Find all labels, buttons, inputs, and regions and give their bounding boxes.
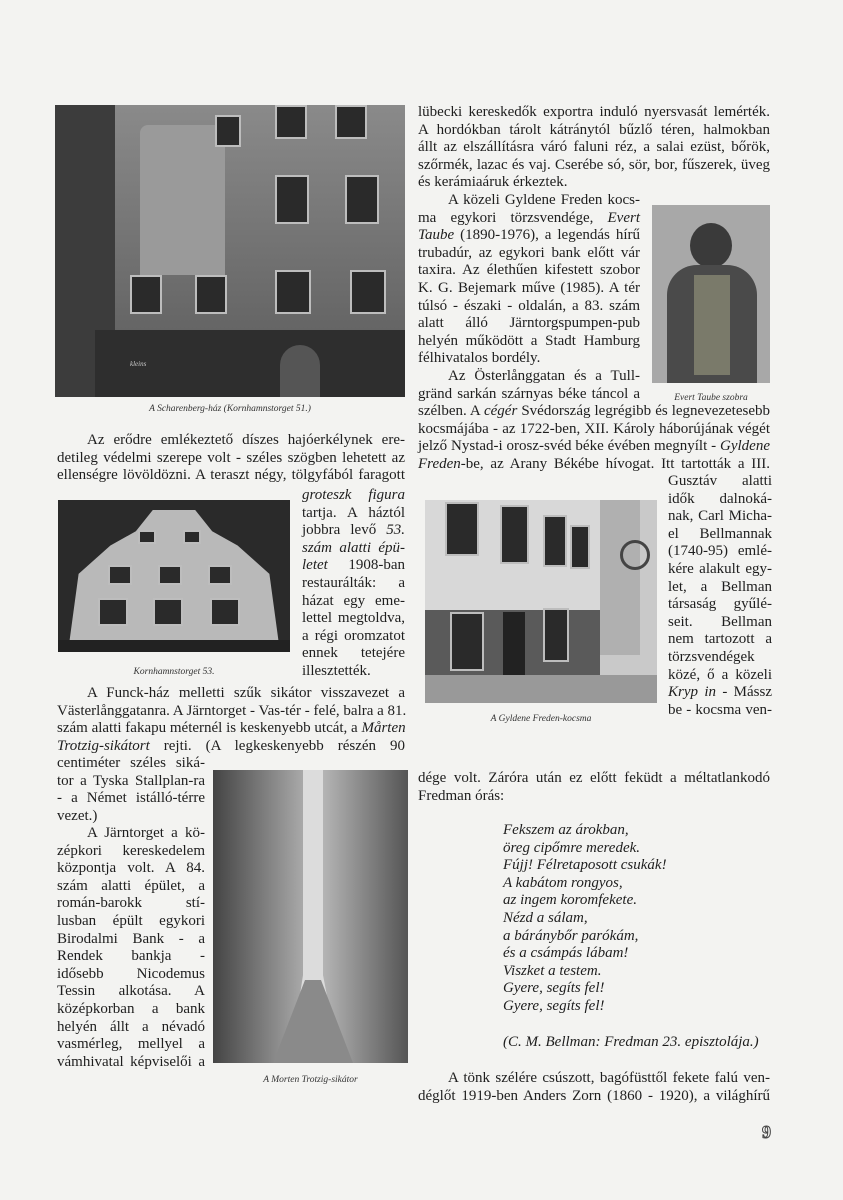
poem-line: Gyere, segíts fel! bbox=[503, 997, 605, 1014]
poem-line: Nézd a sálam, bbox=[503, 909, 588, 926]
paragraph-funck-haz bbox=[57, 685, 405, 755]
text-line: középkorban a bank bbox=[57, 1000, 205, 1017]
poem bbox=[503, 822, 667, 1016]
text-line: Fredman órás: bbox=[418, 787, 505, 804]
text-line: román-barokk stí- bbox=[57, 895, 205, 912]
text-line: szám alatti épület, a bbox=[57, 877, 205, 894]
text-line: szőrmék, lazac és vaj. Cserébe só, sör, bor, fűszerek, üveg bbox=[418, 156, 770, 173]
text-line: lusban épült egykori bbox=[57, 912, 205, 929]
text-line: déglőt 1919-ben Anders Zorn (1860 - 1920), a világhírű bbox=[418, 1087, 770, 1104]
text-line: vasmérleg, mellyel a bbox=[57, 1036, 205, 1053]
text-line: taxira. Az élethűen kifestett szobor bbox=[418, 262, 640, 279]
poem-attribution: (C. M. Bellman: Fredman 23. episztolája.) bbox=[503, 1034, 759, 1050]
caption-photo4: Evert Taube szobra bbox=[674, 393, 748, 403]
text-line: vámhivatal képviselői a bbox=[57, 1053, 205, 1070]
text-line: nem tartozott a bbox=[668, 631, 772, 648]
text-line: seit. Bellman bbox=[668, 613, 772, 630]
text-line: közé, ő a közeli bbox=[668, 666, 772, 683]
text-line: Birodalmi Bank - a bbox=[57, 930, 205, 947]
text-line: idősebb Nicodemus bbox=[57, 965, 205, 982]
photo-scharenberg-house bbox=[55, 105, 405, 397]
paragraph-jarntorget bbox=[57, 825, 205, 1071]
text-line: - a Német istálló-térre bbox=[57, 790, 205, 807]
text-line: dége volt. Záróra után ez előtt feküdt a méltatlankodó bbox=[418, 770, 770, 786]
photo-kornhamnstorget-53 bbox=[58, 500, 290, 652]
text-line: állt az elszállításra váró faluni réz, a salai ezüst, bőrök, bbox=[418, 139, 770, 156]
text-line: lettel megtoldva, bbox=[302, 610, 405, 627]
poem-line: a báránybőr parókám, bbox=[503, 927, 639, 944]
text-line: tartja. A háztól bbox=[302, 504, 405, 521]
page-number: 9 bbox=[762, 1122, 771, 1142]
text-line: illesztették. bbox=[302, 662, 371, 679]
text-line: A tönk szélére csúszott, bagófüsttől fekete falú ven- bbox=[448, 1070, 770, 1086]
paragraph-fredman bbox=[418, 770, 770, 805]
text-line: letet 1908-ban bbox=[302, 557, 405, 574]
text-line: Az Österlånggatan és a Tull- bbox=[448, 368, 640, 384]
text-line: A közeli Gyldene Freden kocs- bbox=[448, 192, 640, 208]
text-line: Tessin alkotása. A bbox=[57, 983, 205, 1000]
text-line: lübecki kereskedők exportra induló nyersvasát lemérték. bbox=[418, 104, 770, 120]
text-line: ellenségre lövöldözni. A teraszt négy, tölgyfából faragott bbox=[57, 467, 405, 484]
poem-line: az ingem koromfekete. bbox=[503, 892, 637, 909]
paragraph-funck-haz-wrap bbox=[57, 755, 205, 825]
poem-line: Viszket a testem. bbox=[503, 962, 602, 979]
caption-photo2: Kornhamnstorget 53. bbox=[133, 667, 215, 677]
text-line: Gusztáv alatti bbox=[668, 473, 772, 489]
text-line: helyén állt a névadó bbox=[57, 1018, 205, 1035]
paragraph-bellman-wrap bbox=[668, 473, 772, 719]
text-line: szám alatti épü- bbox=[302, 539, 405, 556]
text-line: trubadúr, az egykori bank előtt vár bbox=[418, 244, 640, 261]
poem-line: Fújj! Félretaposott csukák! bbox=[503, 857, 667, 874]
text-line: Kryp in - Mássz bbox=[668, 684, 773, 701]
poem-line: Gyere, segíts fel! bbox=[503, 980, 605, 997]
poem-line: A kabátom rongyos, bbox=[503, 874, 623, 891]
text-line: groteszk figura bbox=[302, 487, 405, 503]
text-line: Taube (1890-1976), a legendás hírű bbox=[418, 227, 640, 244]
text-line: helyén működött a Stadt Hamburg bbox=[418, 332, 640, 349]
caption-photo1: A Scharenberg-ház (Kornhamnstorget 51.) bbox=[149, 404, 311, 414]
paragraph-hajoerkely-wrap bbox=[302, 487, 405, 681]
text-line: Trotzig-sikátort rejti. (A legkeskenyebb részén 90 bbox=[57, 737, 405, 754]
text-line: Rendek bankja - bbox=[57, 948, 205, 965]
shop-sign: kleins bbox=[130, 360, 147, 368]
photo-trotzig-alley bbox=[213, 770, 408, 1063]
text-line: kére alakult egy- bbox=[668, 560, 772, 577]
text-line: szélben. A cégér Svédország legrégibb és legnevezetesebb bbox=[418, 403, 770, 419]
text-line: vezet.) bbox=[57, 807, 98, 824]
text-line: társaság gyűlé- bbox=[668, 596, 772, 613]
text-line: túlsó - északi - oldalán, a 83. szám bbox=[418, 297, 640, 314]
text-line: tor a Tyska Stallplan-ra bbox=[57, 772, 205, 789]
text-line: szám alatti fakapu méternél is keskenyebb utcát, a Mårten bbox=[57, 720, 406, 737]
text-line: félhivatalos bordély. bbox=[418, 350, 541, 367]
text-line: törzsvendégek bbox=[668, 648, 755, 665]
text-line: Az erődre emlékeztető díszes hajóerkélynek ere- bbox=[87, 432, 405, 448]
paragraph-gyldene-freden bbox=[418, 192, 640, 368]
paragraph-tonk bbox=[418, 1070, 770, 1105]
text-line: zépkori kereskedelem bbox=[57, 842, 205, 859]
text-line: K. G. Bejemark műve (1985). A tér bbox=[418, 279, 640, 296]
text-line: restaurálták: a bbox=[302, 574, 405, 591]
text-line: jobbra levő 53. bbox=[302, 522, 405, 539]
paragraph-lubecki bbox=[418, 104, 770, 192]
caption-photo5: A Gyldene Freden-kocsma bbox=[490, 714, 592, 724]
text-line: be - kocsma ven- bbox=[668, 701, 772, 718]
text-line: idők dalnoká- bbox=[668, 490, 772, 507]
text-line: nak, Carl Micha- bbox=[668, 508, 772, 525]
text-line: let, a Bellman bbox=[668, 578, 772, 595]
text-line: kocsmájába - az 1722-ben, XII. Károly háborújának végét bbox=[418, 420, 770, 437]
text-line: (1740-95) emlé- bbox=[668, 543, 772, 560]
text-line: ennek tetejére bbox=[302, 645, 405, 662]
paragraph-osterlanggatan-cont bbox=[418, 403, 770, 473]
poem-line: Fekszem az árokban, bbox=[503, 822, 629, 838]
text-line: A hordókban tárolt kátránytól bűzlő téren, halmokban bbox=[418, 121, 770, 138]
photo-evert-taube-statue bbox=[652, 205, 770, 383]
text-line: detileg védelmi szerepe volt - széles szögben lehetett az bbox=[57, 449, 405, 466]
poem-line: öreg cipőmre meredek. bbox=[503, 839, 641, 856]
text-line: ma egykori törzsvendége, Evert bbox=[418, 209, 640, 226]
paragraph-osterlanggatan bbox=[418, 368, 640, 403]
text-line: alatt álló Järntorgspumpen-pub bbox=[418, 315, 640, 332]
text-line: központja volt. A 84. bbox=[57, 860, 205, 877]
text-line: el Bellmannak bbox=[668, 525, 772, 542]
photo-gyldene-freden bbox=[425, 500, 657, 703]
text-line: Västerlånggatanra. A Järntorget - Vas-tér - felé, balra a 81. bbox=[57, 702, 407, 719]
caption-photo3: A Morten Trotzig-sikátor bbox=[263, 1075, 358, 1085]
text-line: házat egy eme- bbox=[302, 592, 405, 609]
text-line: a régi oromzatot bbox=[302, 627, 405, 644]
paragraph-hajoerkely bbox=[57, 432, 405, 485]
text-line: jelző Nystad-i orosz-svéd béke évében megnyílt - Gyldene bbox=[418, 438, 770, 455]
text-line: A Järntorget a kö- bbox=[87, 825, 205, 841]
poem-line: és a csámpás lábam! bbox=[503, 945, 629, 962]
text-line: Freden-be, az Arany Békébe hívogat. Itt tartották a III. bbox=[418, 455, 770, 472]
text-line: A Funck-ház melletti szűk sikátor visszavezet a bbox=[87, 685, 405, 701]
text-line: és kerámiaáruk érkeztek. bbox=[418, 174, 568, 191]
text-line: centiméter széles siká- bbox=[57, 755, 205, 771]
text-line: gränd sarkán szárnyas béke táncol a bbox=[418, 385, 640, 402]
